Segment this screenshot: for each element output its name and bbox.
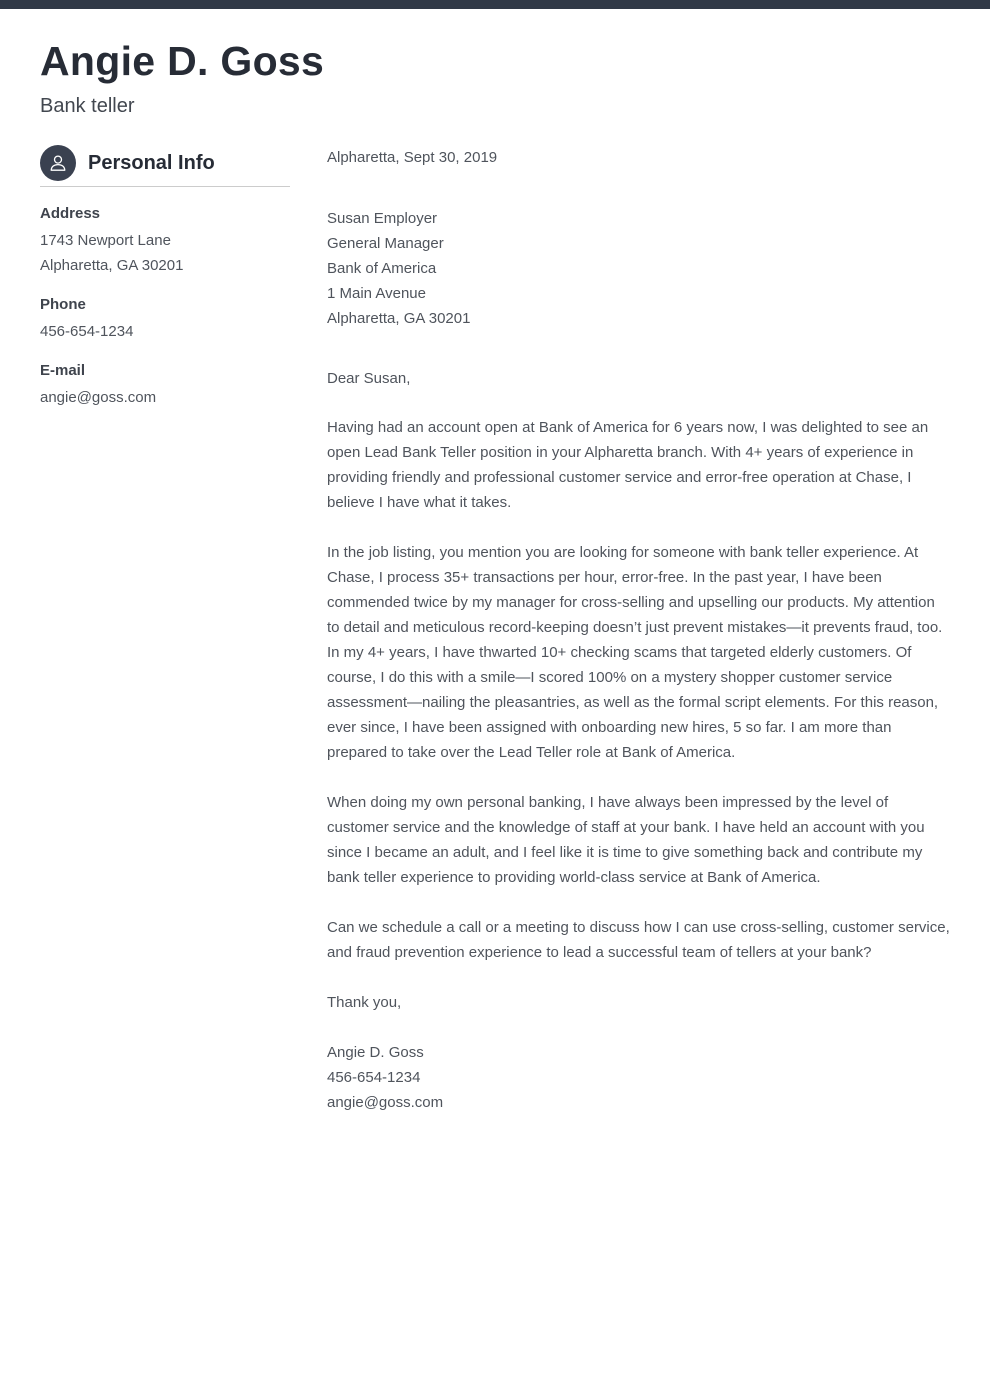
field-value: Alpharetta, GA 30201 bbox=[40, 257, 184, 275]
sidebar-field-address bbox=[40, 203, 290, 278]
job-title: Bank teller bbox=[40, 95, 135, 118]
closing-line: Thank you, bbox=[327, 994, 402, 1012]
letter-paragraph: When doing my own personal banking, I have always been impressed by the level of customer service and the knowledge of staff at your bank. I have held an account with you since I became an adult, and I feel like it is time to give something back and contribute my bank teller experience to providing world-class service at Bank of America. bbox=[327, 794, 925, 887]
sidebar-header bbox=[40, 145, 290, 187]
field-label: Phone bbox=[40, 296, 86, 314]
sidebar-title: Personal Info bbox=[88, 151, 215, 174]
letter-paragraph: In the job listing, you mention you are looking for someone with bank teller experience. At Chase, I process 35+ transactions per hour, error-free. In the past year, I have been commended twice by my manager for cross-selling and upselling our products. My attention to detail and meticulous record-keeping doesn’t just prevent mistakes—it prevents fraud, too. In my 4+ years, I have thwarted 10+ checking scams that targeted elderly customers. Of course, I do this with a smile—I scored 100% on a mystery shopper customer service assessment—nailing the pleasantries, as well as the formal script elements. For this reason, ever since, I have been assigned with onboarding new hires, 5 so far. I am more than prepared to take over the Lead Teller role at Bank of America. bbox=[327, 544, 943, 762]
top-accent-bar bbox=[0, 0, 990, 9]
signature-name: Angie D. Goss bbox=[327, 1044, 424, 1062]
letter-body bbox=[327, 145, 950, 1115]
signature-phone: 456-654-1234 bbox=[327, 1069, 421, 1087]
signature-email: angie@goss.com bbox=[327, 1094, 444, 1112]
recipient-line: Alpharetta, GA 30201 bbox=[327, 310, 471, 328]
person-name: Angie D. Goss bbox=[40, 38, 325, 84]
personal-info-sidebar bbox=[40, 145, 290, 1115]
signature-block bbox=[327, 1040, 950, 1115]
field-label: E-mail bbox=[40, 362, 86, 380]
person-icon bbox=[40, 145, 76, 181]
recipient-line: Bank of America bbox=[327, 260, 437, 278]
recipient-line: General Manager bbox=[327, 235, 444, 253]
recipient-line: 1 Main Avenue bbox=[327, 285, 426, 303]
recipient-line: Susan Employer bbox=[327, 210, 438, 228]
field-label: Address bbox=[40, 205, 101, 223]
sidebar-field-email bbox=[40, 360, 290, 410]
letter-header bbox=[0, 9, 990, 118]
sidebar-field-phone bbox=[40, 294, 290, 344]
salutation: Dear Susan, bbox=[327, 370, 411, 388]
field-value: angie@goss.com bbox=[40, 389, 157, 407]
letter-paragraph: Can we schedule a call or a meeting to discuss how I can use cross-selling, customer service, and fraud prevention experience to lead a successful team of tellers at your bank? bbox=[327, 919, 950, 962]
letter-paragraph: Having had an account open at Bank of America for 6 years now, I was delighted to see an open Lead Bank Teller position in your Alpharetta branch. With 4+ years of experience in providing friendly and professional customer service and error-free operation at Chase, I believe I have what it takes. bbox=[327, 419, 929, 512]
recipient-block bbox=[327, 206, 950, 331]
field-value: 1743 Newport Lane bbox=[40, 232, 171, 250]
date-line: Alpharetta, Sept 30, 2019 bbox=[327, 149, 498, 167]
content-columns bbox=[0, 145, 990, 1115]
field-value: 456-654-1234 bbox=[40, 323, 134, 341]
